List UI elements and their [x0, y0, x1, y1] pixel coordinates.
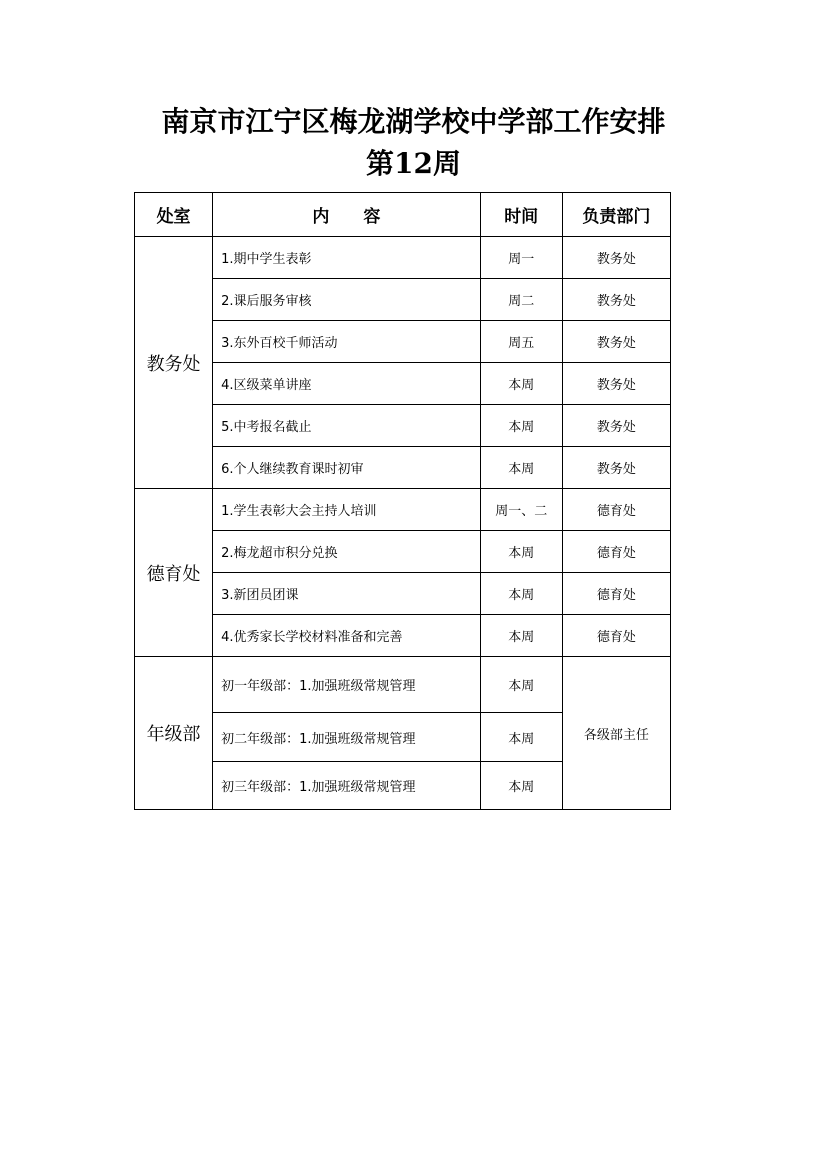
table-row [135, 321, 671, 363]
time-cell: 周一 [480, 237, 562, 279]
time-cell: 本周 [480, 762, 562, 810]
dept-cell-moral: 德育处 [135, 489, 213, 657]
content-cell: 2.课后服务审核 [213, 279, 480, 321]
responsible-cell: 教务处 [562, 279, 670, 321]
time-cell: 本周 [480, 615, 562, 657]
table-row [135, 573, 671, 615]
table-header-row [135, 193, 671, 237]
table-row [135, 447, 671, 489]
responsible-cell-grade: 各级部主任 [562, 657, 670, 810]
content-cell: 初一年级部：1.加强班级常规管理 [213, 657, 480, 713]
document-title: 南京市江宁区梅龙湖学校中学部工作安排 [161, 105, 666, 138]
table-row [135, 363, 671, 405]
time-cell: 本周 [480, 573, 562, 615]
responsible-cell: 教务处 [562, 237, 670, 279]
table-row [135, 657, 671, 713]
dept-cell-grade: 年级部 [135, 657, 213, 810]
content-cell: 3.新团员团课 [213, 573, 480, 615]
time-cell: 周二 [480, 279, 562, 321]
header-content: 内 容 [213, 193, 480, 237]
time-cell: 本周 [480, 447, 562, 489]
header-time: 时间 [480, 193, 562, 237]
header-responsible: 负责部门 [562, 193, 670, 237]
time-cell: 本周 [480, 657, 562, 713]
dept-cell-academic: 教务处 [135, 237, 213, 489]
content-cell: 4.区级菜单讲座 [213, 363, 480, 405]
week-title: 第12周 [366, 147, 461, 180]
content-cell: 4.优秀家长学校材料准备和完善 [213, 615, 480, 657]
responsible-cell: 德育处 [562, 531, 670, 573]
time-cell: 本周 [480, 713, 562, 762]
responsible-cell: 德育处 [562, 573, 670, 615]
time-cell: 本周 [480, 363, 562, 405]
time-cell: 周一、二 [480, 489, 562, 531]
content-cell: 1.学生表彰大会主持人培训 [213, 489, 480, 531]
table-row [135, 615, 671, 657]
table-row [135, 405, 671, 447]
content-cell: 初三年级部：1.加强班级常规管理 [213, 762, 480, 810]
content-cell: 1.期中学生表彰 [213, 237, 480, 279]
responsible-cell: 德育处 [562, 489, 670, 531]
header-dept: 处室 [135, 193, 213, 237]
responsible-cell: 教务处 [562, 321, 670, 363]
time-cell: 本周 [480, 405, 562, 447]
schedule-table [134, 192, 671, 810]
responsible-cell: 德育处 [562, 615, 670, 657]
responsible-cell: 教务处 [562, 363, 670, 405]
content-cell: 6.个人继续教育课时初审 [213, 447, 480, 489]
responsible-cell: 教务处 [562, 447, 670, 489]
content-cell: 初二年级部：1.加强班级常规管理 [213, 713, 480, 762]
content-cell: 2.梅龙超市积分兑换 [213, 531, 480, 573]
table-row [135, 489, 671, 531]
table-row [135, 279, 671, 321]
time-cell: 本周 [480, 531, 562, 573]
content-cell: 5.中考报名截止 [213, 405, 480, 447]
table-row [135, 237, 671, 279]
table-row [135, 531, 671, 573]
responsible-cell: 教务处 [562, 405, 670, 447]
content-cell: 3.东外百校千师活动 [213, 321, 480, 363]
time-cell: 周五 [480, 321, 562, 363]
